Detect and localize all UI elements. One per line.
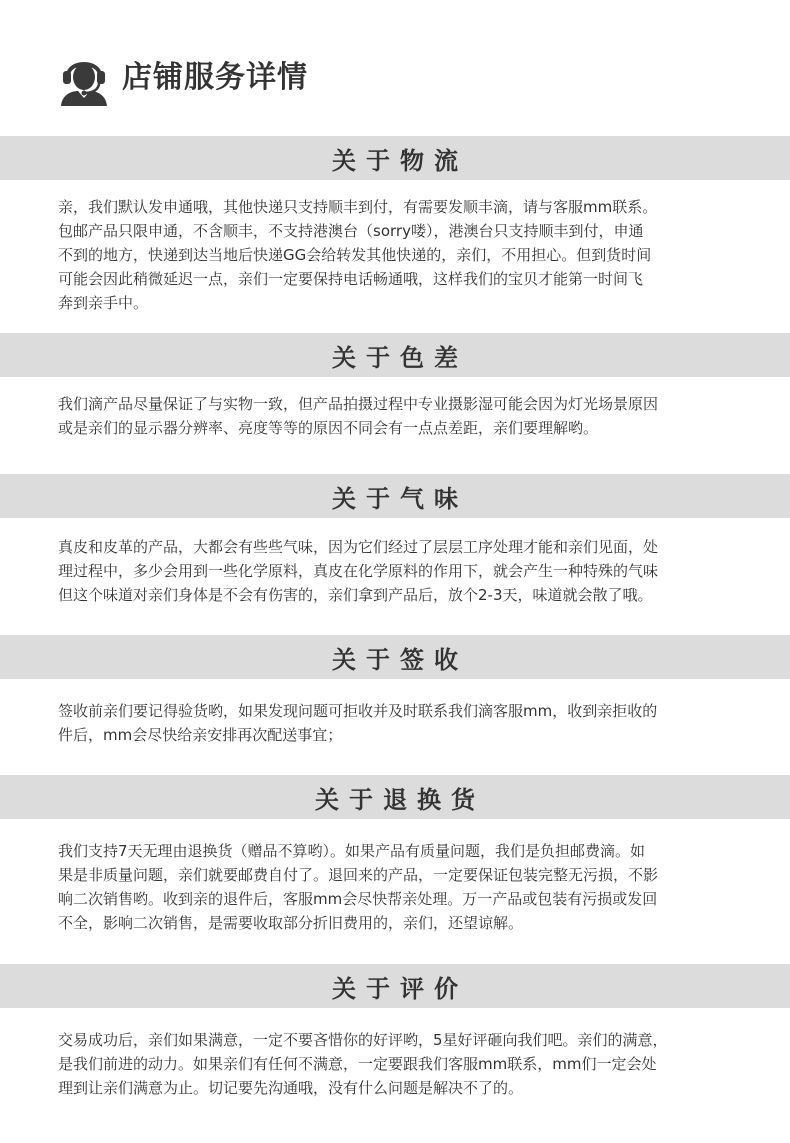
body-line: 交易成功后，亲们如果满意，一定不要吝惜你的好评哟，5星好评砸向我们吧。亲们的满意， [58,1031,668,1049]
section-color-difference-header [0,333,790,377]
section-receipt-body [58,699,738,747]
section-color-difference-body [58,392,738,440]
body-line: 理到让亲们满意为止。切记要先沟通哦，没有什么问题是解决不了的。 [58,1079,524,1097]
customer-service-agent-icon [58,50,110,106]
body-line: 可能会因此稍微延迟一点，亲们一定要保持电话畅通哦，这样我们的宝贝才能第一时间飞 [58,270,644,288]
section-returns-header [0,775,790,819]
body-line: 奔到亲手中。 [58,294,149,312]
section-reviews-header [0,964,790,1008]
page-title: 店铺服务详情 [122,60,308,95]
page-header [58,48,308,108]
section-odor-body [58,535,738,607]
body-line: 理过程中，多少会用到一些化学原料，真皮在化学原料的作用下，就会产生一种特殊的气味 [58,562,659,580]
section-odor-header [0,474,790,518]
body-line: 我们支持7天无理由退换货（赠品不算哟）。如果产品有质量问题，我们是负担邮费滴。如 [58,842,646,860]
body-line: 但这个味道对亲们身体是不会有伤害的，亲们拿到产品后，放个2-3天，味道就会散了哦。 [58,586,653,604]
body-line: 真皮和皮革的产品，大都会有些些气味，因为它们经过了层层工序处理才能和亲们见面，处 [58,538,659,556]
section-returns-body [58,839,738,935]
body-line: 响二次销售哟。收到亲的退件后，客服mm会尽快帮亲处理。万一产品或包装有污损或发回 [58,890,658,908]
section-title: 关于退换货 [315,785,485,814]
body-line: 不全，影响二次销售，是需要收取部分折旧费用的，亲们，还望谅解。 [58,914,524,932]
section-title: 关于签收 [332,645,468,674]
section-reviews-body [58,1028,738,1100]
body-line: 亲，我们默认发申通哦，其他快递只支持顺丰到付，有需要发顺丰滴，请与客服mm联系。 [58,198,658,216]
section-title: 关于气味 [332,484,468,513]
body-line: 签收前亲们要记得验货哟，如果发现问题可拒收并及时联系我们滴客服mm，收到亲拒收的 [58,702,658,720]
section-title: 关于评价 [332,974,468,1003]
body-line: 果是非质量问题，亲们就要邮费自付了。退回来的产品，一定要保证包装完整无污损，不影 [58,866,659,884]
section-logistics-body [58,195,738,315]
section-title: 关于物流 [332,146,468,175]
section-title: 关于色差 [332,343,468,372]
body-line: 不到的地方，快递到达当地后快递GG会给转发其他快递的，亲们，不用担心。但到货时间 [58,246,652,264]
body-line: 或是亲们的显示器分辨率、亮度等等的原因不同会有一点点差距，亲们要理解哟。 [58,419,599,437]
body-line: 包邮产品只限申通，不含顺丰，不支持港澳台（sorry喽），港澳台只支持顺丰到付，申通 [58,222,644,240]
section-logistics-header [0,136,790,180]
body-line: 件后，mm会尽快给亲安排再次配送事宜； [58,726,343,744]
section-receipt-header [0,635,790,679]
body-line: 是我们前进的动力。如果亲们有任何不满意，一定要跟我们客服mm联系，mm们一定会处 [58,1055,657,1073]
body-line: 我们滴产品尽量保证了与实物一致，但产品拍摄过程中专业摄影湿可能会因为灯光场景原因 [58,395,659,413]
